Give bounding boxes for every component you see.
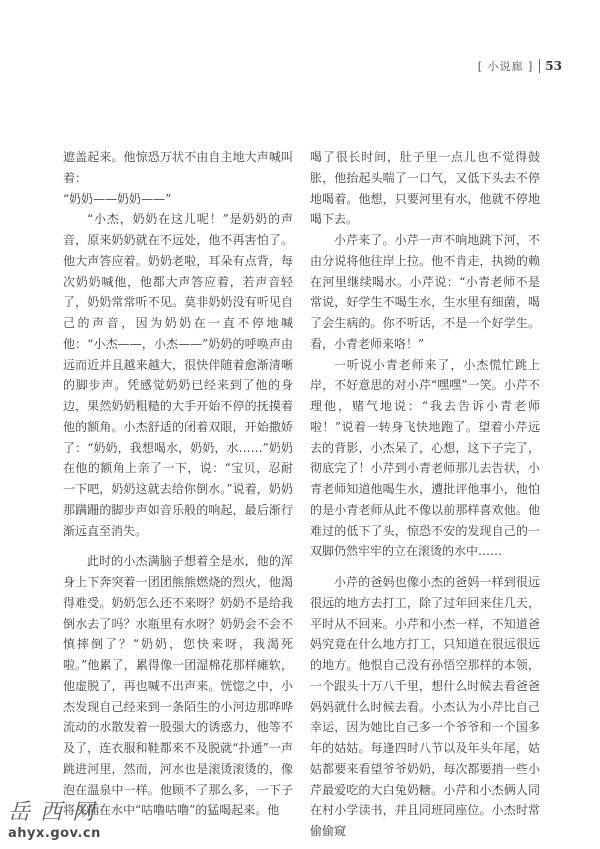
- paragraph: “小杰，奶奶在这儿呢！”是奶奶的声音，原来奶奶就在不远处，他不再害怕了。他大声答应着。奶奶老啦，耳朵有点背，每次奶奶喊他，他都大声答应着，若声音轻了，奶奶常常听不见。莫非奶奶没有听见自己的声音，因为奶奶在一直不停地喊他：“小杰——，小杰——”奶奶的呼唤声由远而近并且越来越大，很快伴随着愈渐清晰的脚步声。凭感觉奶奶已经来到了他的身边，果然奶奶粗糙的大手开始不停的抚摸着他的额角。小杰舒适的闭着双眼，开始撒娇了：“奶奶，我想喝水，奶奶，水……”奶奶在他的额角上亲了一下，说：“宝贝，忍耐一下吧，奶奶这就去给你倒水。”说着，奶奶那蹒跚的脚步声如音乐般的响起，最后渐行渐远直至消失。: [63, 212, 293, 538]
- section-label: [ 小说廊 ]: [477, 60, 534, 73]
- page-number: 53: [545, 59, 562, 73]
- paragraph: 小芹的爸妈也像小杰的爸妈一样到很远很远的地方去打工，除了过年回来住几天，平时从不回来。小芹和小杰一样，不知道爸妈究竟在什么地方打工，只知道在很远很远的地方。他恨自己没有孙悟空那样的本领，一个跟头十万八千里，想什么时候去看爸爸妈妈就什么时候去看。小杰认为小芹比自己幸运，因为她比自己多一个爷爷和一个国多年的姑姑。每逢四时八节以及年头年尾，姑姑都要来看望爷爷奶奶，每次都要捎一些小芹最爱吃的大白兔奶糖。小芹和小杰俩人同在村小学读书，并且同班同座位。小杰时常偷偷窥: [310, 575, 540, 838]
- paragraph: 一听说小青老师来了，小杰慌忙跳上岸，不好意思的对小芹“嘿嘿”一笑。小芹不理他，赌气地说：“我去告诉小青老师啦！”说着一转身飞快地跑了。望着小芹远去的背影，小杰呆了，心想，这下子完了，彻底完了！小芹到小青老师那儿去告状，小青老师知道他喝生水，遭批评他事小，他怕的是小青老师从此不像以前那样喜欢他。他难过的低下了头，惊恐不安的发现自己的一双脚仍然牢牢的立在滚烫的水中……: [310, 357, 540, 559]
- running-header: [478, 56, 562, 76]
- site-watermark: [8, 800, 158, 845]
- paragraph: 遮盖起来。他惊恐万状不由自主地大声喊叫着：: [63, 150, 293, 185]
- watermark-logo: 岳西网: [8, 800, 105, 825]
- watermark-url: ahyx.gov.cn: [8, 826, 101, 841]
- left-text-column: [63, 147, 293, 821]
- paragraph: “奶奶——奶奶——”: [63, 191, 172, 206]
- paragraph: 喝了很长时间，肚子里一点儿也不觉得鼓胀，他抬起头喘了一口气，又低下头去不停地喝着。他想，只要河里有水，他就不停地喝下去。: [310, 150, 540, 227]
- paragraph: 此时的小杰满脑子想着全是水，他的浑身上下奔突着一团团熊熊燃烧的烈火，他渴得难受。奶奶怎么还不来呀？奶奶不是给我倒水去了吗？水瓶里有水呀？奶奶会不会不慎摔倒了？“奶奶，您快来呀，我渴死啦。”他累了，累得像一团湿棉花那样瘫软，他虚脱了，再也喊不出声来。恍惚之中，小杰发现自己经来到一条陌生的小河边那哗哗流动的水散发着一股强大的诱惑力，他等不及了，连衣服和鞋都来不及脱就“扑通”一声跳进河里，然而，河水也是滚烫滚烫的，像泡在温泉中一样。他顾不了那么多，一下子将头插在水中“咕噜咕噜”的猛喝起来。他: [63, 554, 293, 818]
- right-text-column: [310, 147, 540, 842]
- paragraph: 小芹来了。小芹一声不响地跳下河，不由分说将他往岸上拉。他不肯走，执拗的赖在河里继续喝水。小芹说：“小青老师不是常说，好学生不喝生水，生水里有细菌，喝了会生病的。你不听话，不是一个好学生。看，小青老师来咯！”: [310, 233, 540, 351]
- header-divider: [539, 59, 540, 73]
